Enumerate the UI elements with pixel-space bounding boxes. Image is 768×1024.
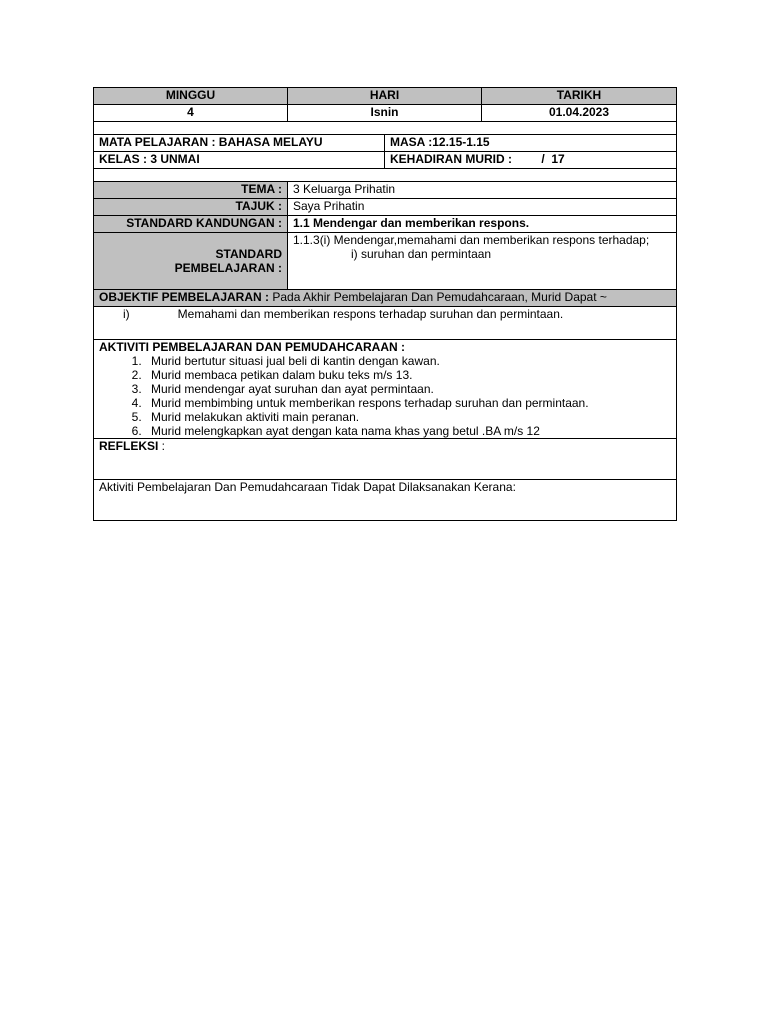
- tajuk-label: TAJUK :: [94, 199, 288, 216]
- sp-label-line1: STANDARD: [215, 247, 282, 261]
- tarikh-label: TARIKH: [482, 88, 677, 105]
- minggu-label: MINGGU: [94, 88, 288, 105]
- aktiviti-section: [94, 340, 677, 439]
- spacer-row: [94, 169, 677, 182]
- sp-line1: 1.1.3(i) Mendengar,memahami dan memberikan respons terhadap;: [293, 233, 650, 247]
- info-table: [93, 134, 677, 182]
- aktiviti-list: [99, 354, 671, 438]
- tarikh-value: 01.04.2023: [482, 105, 677, 122]
- sp-label-line2: PEMBELAJARAN :: [174, 261, 282, 275]
- mata-pelajaran: MATA PELAJARAN : BAHASA MELAYU: [94, 135, 385, 152]
- kehadiran-value: / 17: [541, 152, 565, 166]
- standard-pembelajaran-value: [288, 233, 677, 290]
- spacer-row: [94, 122, 677, 135]
- lesson-plan-document: [93, 87, 676, 521]
- aktiviti-item: 6. Murid melengkapkan ayat dengan kata nama khas yang betul .BA m/s 12: [145, 424, 671, 438]
- objektif-text: Pada Akhir Pembelajaran Dan Pemudahcaraan, Murid Dapat ~: [272, 290, 607, 304]
- refleksi-label: REFLEKSI: [99, 439, 159, 453]
- kelas: KELAS : 3 UNMAI: [94, 152, 385, 169]
- refleksi-section: [94, 439, 677, 480]
- aktiviti-label: AKTIVITI PEMBELAJARAN DAN PEMUDAHCARAAN :: [99, 340, 405, 354]
- hari-label: HARI: [288, 88, 482, 105]
- tidak-dapat-section: [94, 480, 677, 521]
- aktiviti-item: 4. Murid membimbing untuk memberikan respons terhadap suruhan dan permintaan.: [145, 396, 671, 410]
- aktiviti-item: 3. Murid mendengar ayat suruhan dan ayat permintaan.: [145, 382, 671, 396]
- objektif-label: OBJEKTIF PEMBELAJARAN :: [99, 290, 270, 304]
- lesson-table: [93, 181, 677, 290]
- schedule-table: [93, 87, 677, 135]
- kehadiran-label: KEHADIRAN MURID :: [390, 152, 512, 166]
- objektif-item-text: Memahami dan memberikan respons terhadap suruhan dan permintaan.: [177, 307, 564, 321]
- aktiviti-item: 2. Murid membaca petikan dalam buku teks m/s 13.: [145, 368, 671, 382]
- objektif-item: [94, 307, 677, 340]
- standard-pembelajaran-label: [94, 233, 288, 290]
- standard-kandungan-value: 1.1 Mendengar dan memberikan respons.: [288, 216, 677, 233]
- tema-label: TEMA :: [94, 182, 288, 199]
- tema-value: 3 Keluarga Prihatin: [288, 182, 677, 199]
- minggu-value: 4: [94, 105, 288, 122]
- aktiviti-item: 5. Murid melakukan aktiviti main peranan.: [145, 410, 671, 424]
- standard-kandungan-label: STANDARD KANDUNGAN :: [94, 216, 288, 233]
- objektif-header: [94, 290, 677, 307]
- aktiviti-item: 1. Murid bertutur situasi jual beli di kantin dengan kawan.: [145, 354, 671, 368]
- masa: MASA :12.15-1.15: [385, 135, 677, 152]
- activities-table: [93, 289, 677, 521]
- tajuk-value: Saya Prihatin: [288, 199, 677, 216]
- hari-value: Isnin: [288, 105, 482, 122]
- objektif-item-num: i): [123, 307, 130, 321]
- sp-line2: i) suruhan dan permintaan: [351, 247, 492, 261]
- refleksi-colon: :: [158, 439, 166, 453]
- kehadiran-murid: [385, 152, 677, 169]
- tidak-dapat-text: Aktiviti Pembelajaran Dan Pemudahcaraan Tidak Dapat Dilaksanakan Kerana:: [99, 480, 516, 494]
